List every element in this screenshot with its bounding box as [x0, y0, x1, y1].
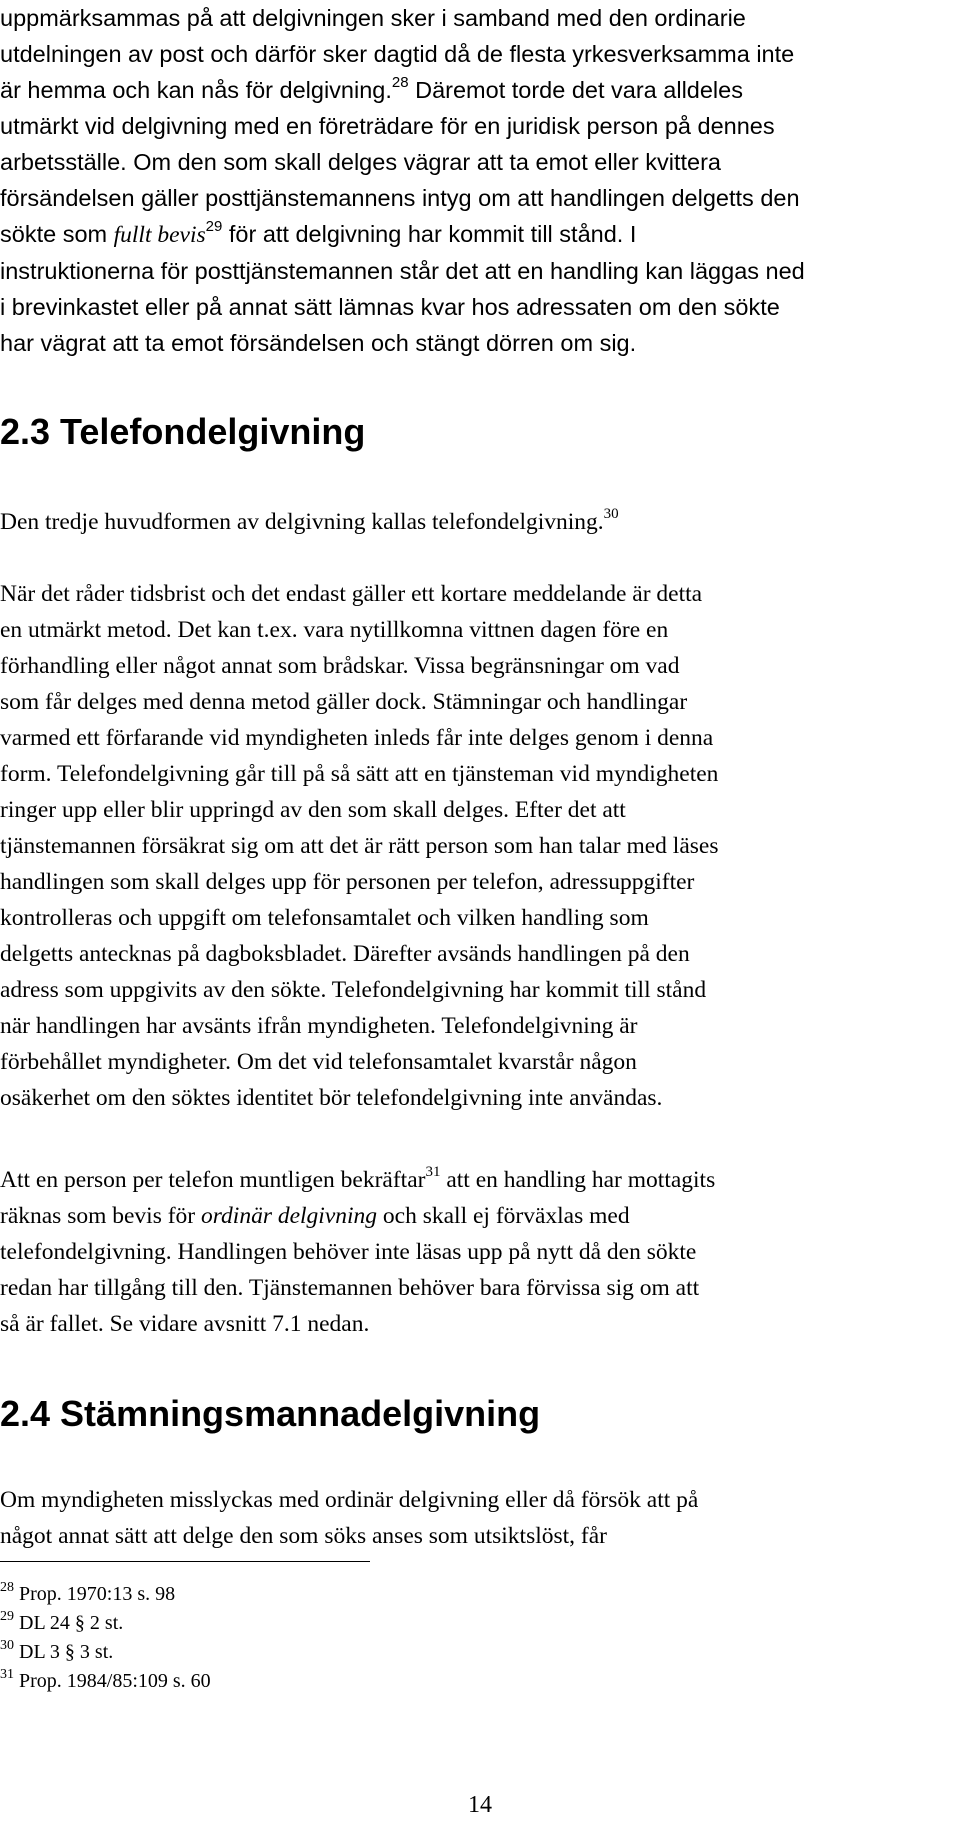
- emphasis-fullt-bevis: fullt bevis: [113, 222, 206, 248]
- text-line: varmed ett förfarande vid myndigheten inleds får inte delges genom i denna: [0, 725, 714, 751]
- text-line: tjänstemannen försäkrat sig om att det är rätt person som han talar med läses: [0, 833, 719, 859]
- text-line: har vägrat att ta emot försändelsen och stängt dörren om sig.: [0, 330, 637, 356]
- text-line: handlingen som skall delges upp för personen per telefon, adressuppgifter: [0, 869, 695, 895]
- text-line: försändelsen gäller posttjänstemannens intyg om att handlingen delgetts den: [0, 185, 800, 211]
- footnote-ref-28[interactable]: 28: [391, 74, 409, 92]
- text-line: form. Telefondelgivning går till på så sätt att en tjänsteman vid myndigheten: [0, 761, 719, 787]
- text-line: sökte som fullt bevis$^{29}$ för att delgivning har kommit till stånd. I: [0, 218, 637, 248]
- page-number: 14: [468, 1792, 492, 1818]
- footnote-30: $^{30}$ DL 3 § 3 st.: [0, 1638, 114, 1663]
- paragraph-5: [0, 1482, 930, 1554]
- text-line: i brevinkastet eller på annat sätt lämnas kvar hos adressaten om den sökte: [0, 294, 780, 320]
- footnote-separator: [0, 1561, 370, 1562]
- section-sign-icon: §: [74, 1612, 85, 1634]
- text-line: redan har tillgång till den. Tjänstemannen behöver bara förvissa sig om att: [0, 1275, 700, 1301]
- text-line: så är fallet. Se vidare avsnitt 7.1 nedan.: [0, 1311, 370, 1337]
- text-line: instruktionerna för posttjänstemannen står det att en handling kan läggas ned: [0, 258, 805, 284]
- text-line: telefondelgivning. Handlingen behöver inte läsas upp på nytt då den sökte: [0, 1239, 697, 1265]
- text-line: utmärkt vid delgivning med en företrädare för en juridisk person på dennes: [0, 113, 775, 139]
- section-heading-2-3: 2.3 Telefondelgivning: [0, 411, 366, 452]
- text-line: uppmärksammas på att delgivningen sker i samband med den ordinarie: [0, 5, 746, 31]
- text-line: utdelningen av post och därför sker dagtid då de flesta yrkesverksamma inte: [0, 41, 795, 67]
- text-line: adress som uppgivits av den sökte. Telefondelgivning har kommit till stånd: [0, 977, 707, 1003]
- footnotes: [0, 1580, 211, 1696]
- text-line: räknas som bevis för ordinär delgivning och skall ej förväxlas med: [0, 1203, 630, 1229]
- text-line: arbetsställe. Om den som skall delges vägrar att ta emot eller kvittera: [0, 149, 721, 175]
- paragraph-1: [0, 0, 930, 361]
- text-line: när handlingen har avsänts ifrån myndigheten. Telefondelgivning är: [0, 1013, 638, 1039]
- text-line: är hemma och kan nås för delgivning.$^{28}$ Däremot torde det vara alldeles: [0, 74, 743, 103]
- text-line: förbehållet myndigheter. Om det vid telefonsamtalet kvarstår någon: [0, 1049, 637, 1075]
- text-line: När det råder tidsbrist och det endast gäller ett kortare meddelande är detta: [0, 581, 703, 607]
- text-line: osäkerhet om den söktes identitet bör telefondelgivning inte användas.: [0, 1085, 663, 1111]
- text-line: ringer upp eller blir uppringd av den som skall delges. Efter det att: [0, 797, 626, 823]
- text-line: Den tredje huvudformen av delgivning kallas telefondelgivning.$^{30}$: [0, 506, 619, 535]
- text-line: som får delges med denna metod gäller dock. Stämningar och handlingar: [0, 689, 688, 715]
- section-heading-2-4: 2.4 Stämningsmannadelgivning: [0, 1393, 541, 1434]
- footnote-ref-29[interactable]: 29: [205, 218, 223, 236]
- paragraph-4: [0, 1162, 930, 1342]
- footnote-31: $^{31}$ Prop. 1984/85:109 s. 60: [0, 1667, 211, 1692]
- text-line: Om myndigheten misslyckas med ordinär delgivning eller då försök att på: [0, 1487, 699, 1513]
- footnote-ref-31[interactable]: 31: [425, 1164, 441, 1181]
- text-line: kontrolleras och uppgift om telefonsamtalet och vilken handling som: [0, 905, 649, 931]
- text-line: något annat sätt att delge den som söks anses som utsiktslöst, får: [0, 1523, 607, 1549]
- footnote-28: $^{28}$ Prop. 1970:13 s. 98: [0, 1580, 176, 1605]
- footnote-ref-30[interactable]: 30: [603, 506, 619, 523]
- text-line: delgetts antecknas på dagboksbladet. Därefter avsänds handlingen på den: [0, 941, 690, 967]
- footnote-29: $^{29}$ DL 24 § 2 st.: [0, 1609, 124, 1634]
- text-line: förhandling eller något annat som brådskar. Vissa begränsningar om vad: [0, 653, 680, 679]
- section-sign-icon: §: [64, 1641, 75, 1663]
- emphasis-ordinar-delgivning: ordinär delgivning: [201, 1203, 378, 1229]
- text-line: en utmärkt metod. Det kan t.ex. vara nytillkomna vittnen dagen före en: [0, 617, 669, 643]
- paragraph-3: [0, 576, 930, 1116]
- text-line: Att en person per telefon muntligen bekräftar$^{31}$ att en handling har mottagits: [0, 1164, 716, 1193]
- paragraph-2: [0, 504, 930, 540]
